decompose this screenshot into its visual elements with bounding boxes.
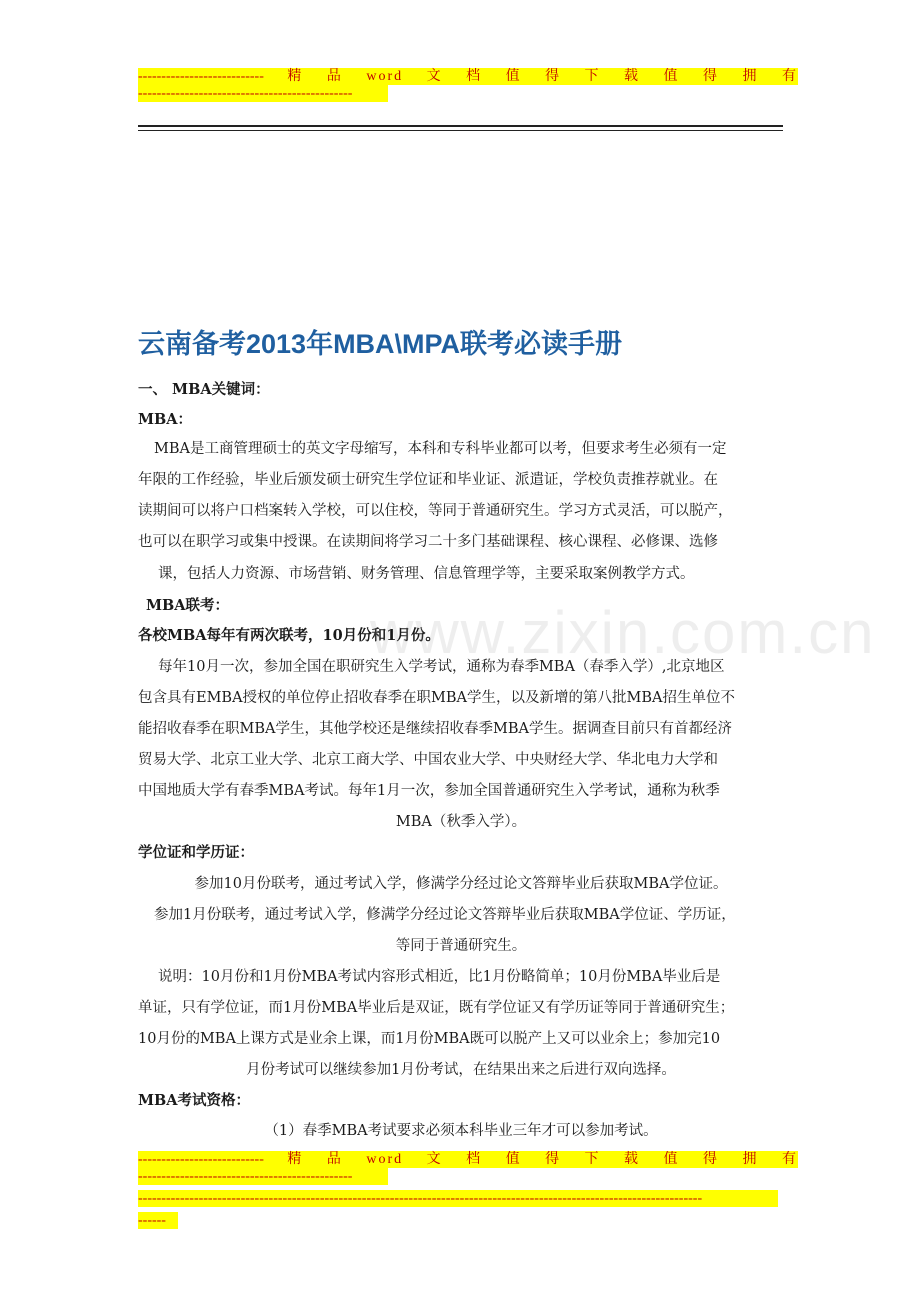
banner-row	[138, 68, 798, 85]
banner-word: 值	[663, 69, 680, 84]
banner-word: 文	[426, 1152, 443, 1167]
banner-word: 档	[466, 1152, 483, 1167]
paragraph-line: 月份考试可以继续参加1月份考试，在结果出来之后进行双向选择。	[246, 1062, 676, 1078]
banner-dashes: -------------------------------------------------------------------------------------------------------------------------	[138, 1190, 778, 1207]
subheading: MBA考试资格：	[138, 1092, 251, 1109]
paragraph-line: 贸易大学、北京工业大学、北京工商大学、中国农业大学、中央财经大学、华北电力大学和	[138, 752, 718, 768]
banner-word: 得	[703, 1152, 719, 1167]
banner-word: 载	[624, 69, 641, 84]
banner-word: 值	[505, 1152, 522, 1167]
banner-word: 有	[781, 69, 798, 84]
subheading: MBA：	[138, 411, 193, 428]
banner-word: 得	[545, 69, 562, 84]
paragraph-line: MBA（秋季入学）。	[395, 814, 527, 830]
paragraph-line: 也可以在职学习或集中授课。在读期间将学习二十多门基础课程、核心课程、必修课、选修	[138, 534, 718, 550]
banner-row	[138, 1151, 798, 1168]
banner-word: 值	[505, 69, 522, 84]
banner-word: 拥	[742, 69, 759, 84]
banner-word: 值	[663, 1152, 680, 1167]
banner-word: 品	[326, 69, 343, 84]
paragraph-line: 等同于普通研究生。	[395, 938, 527, 954]
paragraph-line: 参加1月份联考，通过考试入学，修满学分经过论文答辩毕业后获取MBA学位证、学历证，	[154, 907, 736, 923]
subheading: 各校MBA每年有两次联考，10月份和1月份。	[138, 627, 440, 644]
paragraph-line: 说明：10月份和1月份MBA考试内容形式相近，比1月份略简单；10月份MBA毕业后是	[158, 969, 721, 985]
paragraph-line: 能招收春季在职MBA学生，其他学校还是继续招收春季MBA学生。据调查目前只有首都经济	[138, 721, 732, 737]
header-rule	[138, 130, 783, 131]
paragraph-line: 中国地质大学有春季MBA考试。每年1月一次，参加全国普通研究生入学考试，通称为秋季	[138, 783, 720, 799]
subheading: MBA联考：	[146, 597, 230, 614]
top-banner	[138, 68, 798, 107]
banner-word: 下	[584, 1152, 601, 1167]
paragraph-line: 读期间可以将户口档案转入学校，可以住校，等同于普通研究生。学习方式灵活，可以脱产，	[138, 503, 733, 519]
paragraph-line: 包含具有EMBA授权的单位停止招收春季在职MBA学生，以及新增的第八批MBA招生单位不	[138, 690, 736, 706]
banner-word: 得	[545, 1152, 562, 1167]
banner-dashes: ---------------------------	[138, 69, 264, 84]
paragraph-line: （1）春季MBA考试要求必须本科毕业三年才可以参加考试。	[264, 1123, 658, 1139]
banner-dashes: ----------------------------------------------	[138, 85, 388, 102]
paragraph-line: 10月份的MBA上课方式是业余上课，而1月份MBA既可以脱产上又可以业余上；参加完10	[138, 1031, 721, 1047]
banner-word: 文	[426, 69, 443, 84]
page-title: 云南备考2013年MBA\MPA联考必读手册	[138, 329, 623, 359]
banner-word: 品	[326, 1152, 343, 1167]
subheading: 学位证和学历证：	[138, 844, 254, 861]
banner-word: 档	[466, 69, 483, 84]
watermark: www.zixin.com.cn	[370, 599, 876, 666]
banner-dashes: ------	[138, 1212, 178, 1229]
banner-word: 拥	[742, 1152, 759, 1167]
banner-dashes: ---------------------------	[138, 1152, 264, 1167]
paragraph-line: 每年10月一次，参加全国在职研究生入学考试，通称为春季MBA（春季入学）,北京地区	[158, 659, 725, 675]
paragraph-line: 参加10月份联考，通过考试入学，修满学分经过论文答辩毕业后获取MBA学位证。	[194, 876, 728, 892]
banner-word: 得	[703, 69, 719, 84]
banner-word: word	[366, 1152, 404, 1167]
paragraph-line: 年限的工作经验，毕业后颁发硕士研究生学位证和毕业证、派遣证，学校负责推荐就业。在	[138, 472, 718, 488]
bottom-banner	[138, 1151, 798, 1234]
paragraph-line: 课，包括人力资源、市场营销、财务管理、信息管理学等，主要采取案例教学方式。	[158, 566, 695, 582]
banner-word: 有	[781, 1152, 798, 1167]
paragraph-line: 单证，只有学位证，而1月份MBA毕业后是双证，既有学位证又有学历证等同于普通研究生；	[138, 1000, 735, 1016]
paragraph-line: MBA是工商管理硕士的英文字母缩写，本科和专科毕业都可以考，但要求考生必须有一定	[154, 441, 727, 457]
banner-word: 载	[624, 1152, 641, 1167]
banner-word: 精	[287, 1152, 304, 1167]
banner-dashes: ----------------------------------------------	[138, 1168, 388, 1185]
banner-word: 精	[287, 69, 304, 84]
banner-word: 下	[584, 69, 601, 84]
banner-word: word	[366, 69, 404, 84]
section-heading: 一、 MBA关键词：	[138, 381, 270, 398]
header-rule	[138, 125, 783, 127]
